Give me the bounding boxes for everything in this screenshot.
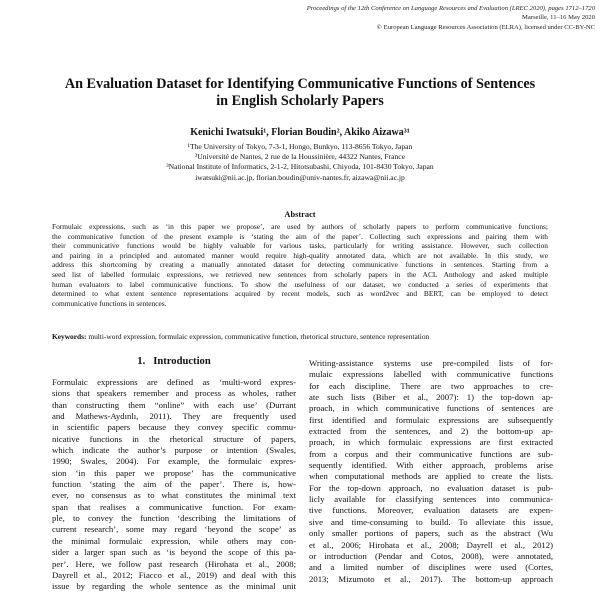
- body-line: ple, to convey the function ‘describing the limitations of: [52, 513, 296, 524]
- abstract-text: [52, 222, 548, 308]
- body-line: and Mathews-Aydınlı, 2011). They are frequently used: [52, 411, 296, 422]
- body-line: current research’, some may regard ‘beyond the scope’ as: [52, 524, 296, 535]
- license-text: European Language Resources Association (ELRA), licensed under CC-BY-NC: [383, 23, 595, 31]
- section-heading: [52, 356, 296, 367]
- body-line: licly available for classifying sentences into communica-: [309, 494, 553, 505]
- abstract-line: and pairing in a principled and automated manner would require high-quality annotated data, which are not available. In this study, we: [52, 250, 548, 260]
- body-line: first identified and formulaic expressions are subsequently: [309, 414, 553, 425]
- body-line: from a corpus and their communicative functions are sub-: [309, 448, 553, 459]
- proceedings-line: Proceedings of the 12th Conference on Language Resources and Evaluation (LREC 2020), pages 1712–1720: [306, 5, 595, 12]
- body-line: Writing-assistance systems use pre-compiled lists of for-: [309, 358, 553, 368]
- body-line: issue by regarding the whole sentence as the minimal unit: [52, 581, 296, 592]
- abstract-line: their communicative functions would be highly valuable for various tasks, particularly for writing assistance. However, such collection: [52, 241, 548, 251]
- abstract-heading: Abstract: [284, 210, 316, 219]
- body-line: sion ‘in this paper we propose’ has the communicative: [52, 467, 296, 478]
- section-title: Introduction: [153, 356, 211, 367]
- body-line: and a limited number of disciplines were used (Cortes,: [309, 562, 553, 573]
- author-list: Kenichi Iwatsuki¹, Florian Boudin², Akiko Aizawa³¹: [190, 127, 410, 138]
- affiliation-1: ¹The University of Tokyo, 7-3-1, Hongo, Bunkyo, 113-8656 Tokyo, Japan: [187, 142, 413, 151]
- body-line: extracted from the sentences, and 2) the bottom-up ap-: [309, 426, 553, 437]
- affiliation-2: ²Université de Nantes, 2 rue de la Houssinière, 44322 Nantes, France: [195, 152, 405, 162]
- abstract-line: Formulaic expressions, such as ‘in this paper we propose’, are used by authors of scholarly papers to perform communicative functions;: [52, 222, 548, 231]
- body-line: proach, in which communicative functions of sentences are: [309, 403, 553, 414]
- keywords-text: multi-word expression, formulaic expression, communicative function, rhetorical structure, sentence representation: [86, 332, 430, 341]
- body-line: ate such lists (Biber et al., 2007): 1) the top-down ap-: [309, 392, 553, 403]
- body-line: nicative functions in the rhetorical structure of papers,: [52, 433, 296, 444]
- body-line: the minimal formulaic expression, while others may con-: [52, 535, 296, 546]
- title-line-2: in English Scholarly Papers: [216, 93, 384, 109]
- section-number: 1.: [137, 356, 146, 367]
- body-line: span that realises a communicative function. For exam-: [52, 501, 296, 512]
- body-line: sions that speakers remember and process as wholes, rather: [52, 388, 296, 399]
- body-line: for each discipline. There are two approaches to cre-: [309, 380, 553, 391]
- paper-title: [40, 76, 560, 110]
- abstract-line: determined to what extent sentence representations acquired by recent models, such as word2vec and BERT, can be employed to detect: [52, 289, 548, 299]
- right-column: [309, 358, 553, 585]
- body-line: sive and time-consuming to build. To alleviate this issue,: [309, 516, 553, 527]
- body-line: 2013; Mizumoto et al., 2017). The bottom-up approach: [309, 573, 553, 584]
- title-line-1: An Evaluation Dataset for Identifying Communicative Functions of Sentences: [64, 76, 536, 92]
- body-line: function ‘stating the aim of the paper’. There is, how-: [52, 479, 296, 490]
- copyright-icon: ©: [376, 23, 382, 31]
- body-line: ever, no consensus as to what constitutes the minimal text: [52, 490, 296, 501]
- proceedings-header: [225, 4, 595, 32]
- abstract-line: human evaluators to label communicative functions. To show the usefulness of our dataset, we conducted a series of experiments that: [52, 279, 548, 289]
- left-column: [52, 377, 296, 593]
- body-line: per’. Here, we follow past research (Hirohata et al., 2008;: [52, 558, 296, 569]
- body-line: 1990; Swales, 2004). For example, the formulaic expres-: [52, 456, 296, 467]
- body-line: et al., 2006; Hirohata et al., 2008; Dayrell et al., 2012): [309, 539, 553, 550]
- abstract-line: communicative functions in sentences.: [52, 298, 167, 308]
- body-line: For the top-down approach, no evaluation dataset is pub-: [309, 482, 553, 493]
- body-line: Formulaic expressions are defined as ‘multi-word expres-: [52, 377, 296, 387]
- abstract-line: the communicative function of the present example is ‘stating the aim of the paper’. Collecting such expressions and pairing them with: [52, 231, 548, 241]
- body-line: sequently identified. With either approach, problems arise: [309, 460, 553, 471]
- keywords: [52, 332, 548, 342]
- body-line: Dayrell et al., 2012; Fiacco et al., 2019) and deal with this: [52, 569, 296, 580]
- keywords-label: Keywords:: [52, 332, 87, 341]
- body-line: tive functions. Moreover, evaluation datasets are expen-: [309, 505, 553, 516]
- body-line: or introduction (Pendar and Cotos, 2008), were annotated,: [309, 550, 553, 561]
- body-line: which indicate the author’s purpose or intention (Swales,: [52, 445, 296, 456]
- license-line: [225, 23, 595, 32]
- affiliation-3: ³National Institute of Informatics, 2-1-2, Hitotsubashi, Chiyoda, 101-8430 Tokyo, Japan: [166, 162, 434, 172]
- location-date-line: Marseille, 11–16 May 2020: [521, 14, 595, 22]
- body-line: sider a larger span such as ‘is beyond the scope of this pa-: [52, 547, 296, 558]
- body-line: only smaller portions of papers, such as the abstract (Wu: [309, 528, 553, 539]
- body-line: when computational methods are applied to create the lists.: [309, 471, 553, 482]
- body-line: mulaic expressions labelled with communicative functions: [309, 369, 553, 380]
- abstract-line: seed list of labelled formulaic expressions, we retrieved new sentences from scholarly papers in the ACL Anthology and asked multiple: [52, 269, 548, 279]
- author-emails: iwatsuki@nii.ac.jp, florian.boudin@univ-nantes.fr, aizawa@nii.ac.jp: [195, 172, 405, 182]
- body-line: than constructing them “online” with each use’ (Durrant: [52, 399, 296, 410]
- abstract-line: address this shortcoming by creating a manually annotated dataset for detecting communicative functions in sentences. Starting from a: [52, 260, 548, 270]
- body-line: in scientific papers because they convey specific commu-: [52, 422, 296, 433]
- body-line: proach, in which formulaic expressions are first extracted: [309, 437, 553, 448]
- affiliations: [40, 142, 560, 183]
